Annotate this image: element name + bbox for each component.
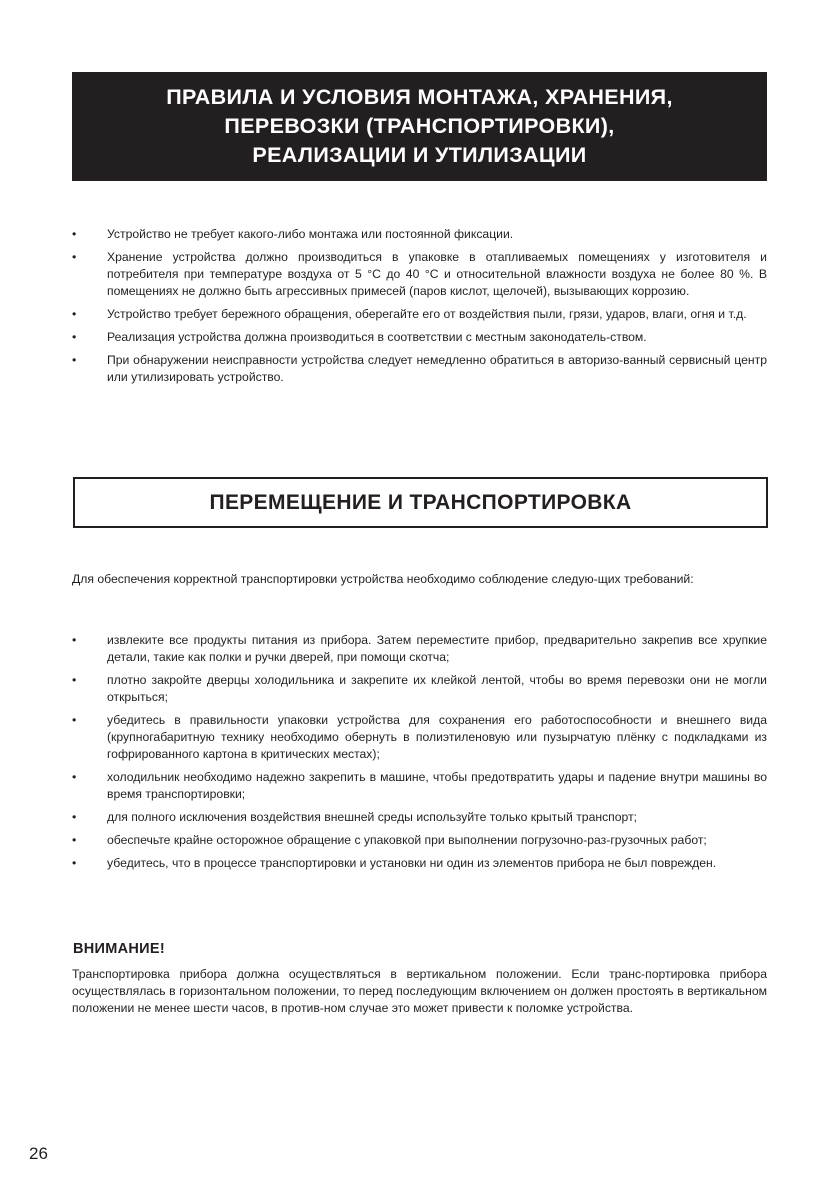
bullet-icon: • (72, 227, 77, 241)
list-item-text: холодильник необходимо надежно закрепить в машине, чтобы предотвратить удары и падение внутри машины во время транспортировки; (107, 770, 767, 801)
bullet-icon: • (72, 307, 77, 321)
list-item (72, 352, 767, 386)
list-item (72, 769, 767, 803)
list-item (72, 226, 767, 243)
list-item (72, 249, 767, 300)
bullet-icon: • (72, 330, 77, 344)
list-item-text: плотно закройте дверцы холодильника и закрепите их клейкой лентой, чтобы во время перевозки они не могли открыться; (107, 673, 767, 704)
list-item-text: извлеките все продукты питания из прибора. Затем переместите прибор, предварительно закрепив все хрупкие детали, такие как полки и ручки дверей, при помощи скотча; (107, 633, 767, 664)
list-item (72, 712, 767, 763)
list-item (72, 632, 767, 666)
bullet-icon: • (72, 633, 77, 647)
attention-heading: ВНИМАНИЕ! (73, 941, 166, 957)
list-item-text: убедитесь в правильности упаковки устройства для сохранения его работоспособности и внешнего вида (крупногабаритную технику необходимо обернуть в полиэтиленовую или пузырчатую плёнку с подкладками из гофрированного картона в критических местах); (107, 713, 767, 761)
transport-intro-text: Для обеспечения корректной транспортировки устройства необходимо соблюдение следую-щих требований: (72, 572, 694, 586)
list-item-text: Реализация устройства должна производиться в соответствии с местным законодатель-ством. (107, 330, 647, 344)
transport-section-title: ПЕРЕМЕЩЕНИЕ И ТРАНСПОРТИРОВКА (209, 490, 632, 514)
bullet-icon: • (72, 810, 77, 824)
transport-section-banner (73, 477, 768, 528)
list-item-text: для полного исключения воздействия внешней среды используйте только крытый транспорт; (107, 810, 638, 824)
bullet-icon: • (72, 353, 77, 367)
list-item-text: Устройство требует бережного обращения, оберегайте его от воздействия пыли, грязи, ударов, влаги, огня и т.д. (107, 307, 747, 321)
section-title-line-2: ПЕРЕВОЗКИ (ТРАНСПОРТИРОВКИ), (224, 114, 615, 138)
list-item (72, 306, 767, 323)
transport-requirements-list (72, 632, 767, 878)
list-item (72, 329, 767, 346)
list-item-text: Устройство не требует какого-либо монтажа или постоянной фиксации. (107, 227, 514, 241)
section-title-line-1: ПРАВИЛА И УСЛОВИЯ МОНТАЖА, ХРАНЕНИЯ, (166, 85, 673, 109)
list-item-text: обеспечьте крайне осторожное обращение с упаковкой при выполнении погрузочно-раз-грузочных работ; (107, 833, 707, 847)
section-title-line-3: РЕАЛИЗАЦИИ И УТИЛИЗАЦИИ (252, 143, 587, 167)
list-item (72, 809, 767, 826)
list-item-text: Хранение устройства должно производиться в упаковке в отапливаемых помещениях у изготовителя и потребителя при температуре воздуха от 5 °С до 40 °С и относительной влажности воздуха не более 80 %. В помещениях не должно быть агрессивных примесей (паров кислот, щелочей), вызывающих коррозию. (107, 250, 767, 298)
section-title-banner (72, 72, 767, 181)
list-item-text: При обнаружении неисправности устройства следует немедленно обратиться в авторизо-ванный сервисный центр или утилизировать устройство. (107, 353, 767, 384)
bullet-icon: • (72, 856, 77, 870)
bullet-icon: • (72, 833, 77, 847)
list-item (72, 855, 767, 872)
list-item (72, 832, 767, 849)
bullet-icon: • (72, 713, 77, 727)
list-item-text: убедитесь, что в процессе транспортировки и установки ни один из элементов прибора не был поврежден. (107, 856, 717, 870)
page-number: 26 (29, 1144, 48, 1163)
bullet-icon: • (72, 250, 77, 264)
attention-text: Транспортировка прибора должна осуществляться в вертикальном положении. Если транс-портировка прибора осуществлялась в горизонтальном положении, то перед последующим включением он должен простоять в вертикальном положении не менее шести часов, в против-ном случае это может привести к поломке устройства. (72, 967, 767, 1015)
bullet-icon: • (72, 673, 77, 687)
list-item (72, 672, 767, 706)
storage-rules-list (72, 226, 767, 392)
bullet-icon: • (72, 770, 77, 784)
